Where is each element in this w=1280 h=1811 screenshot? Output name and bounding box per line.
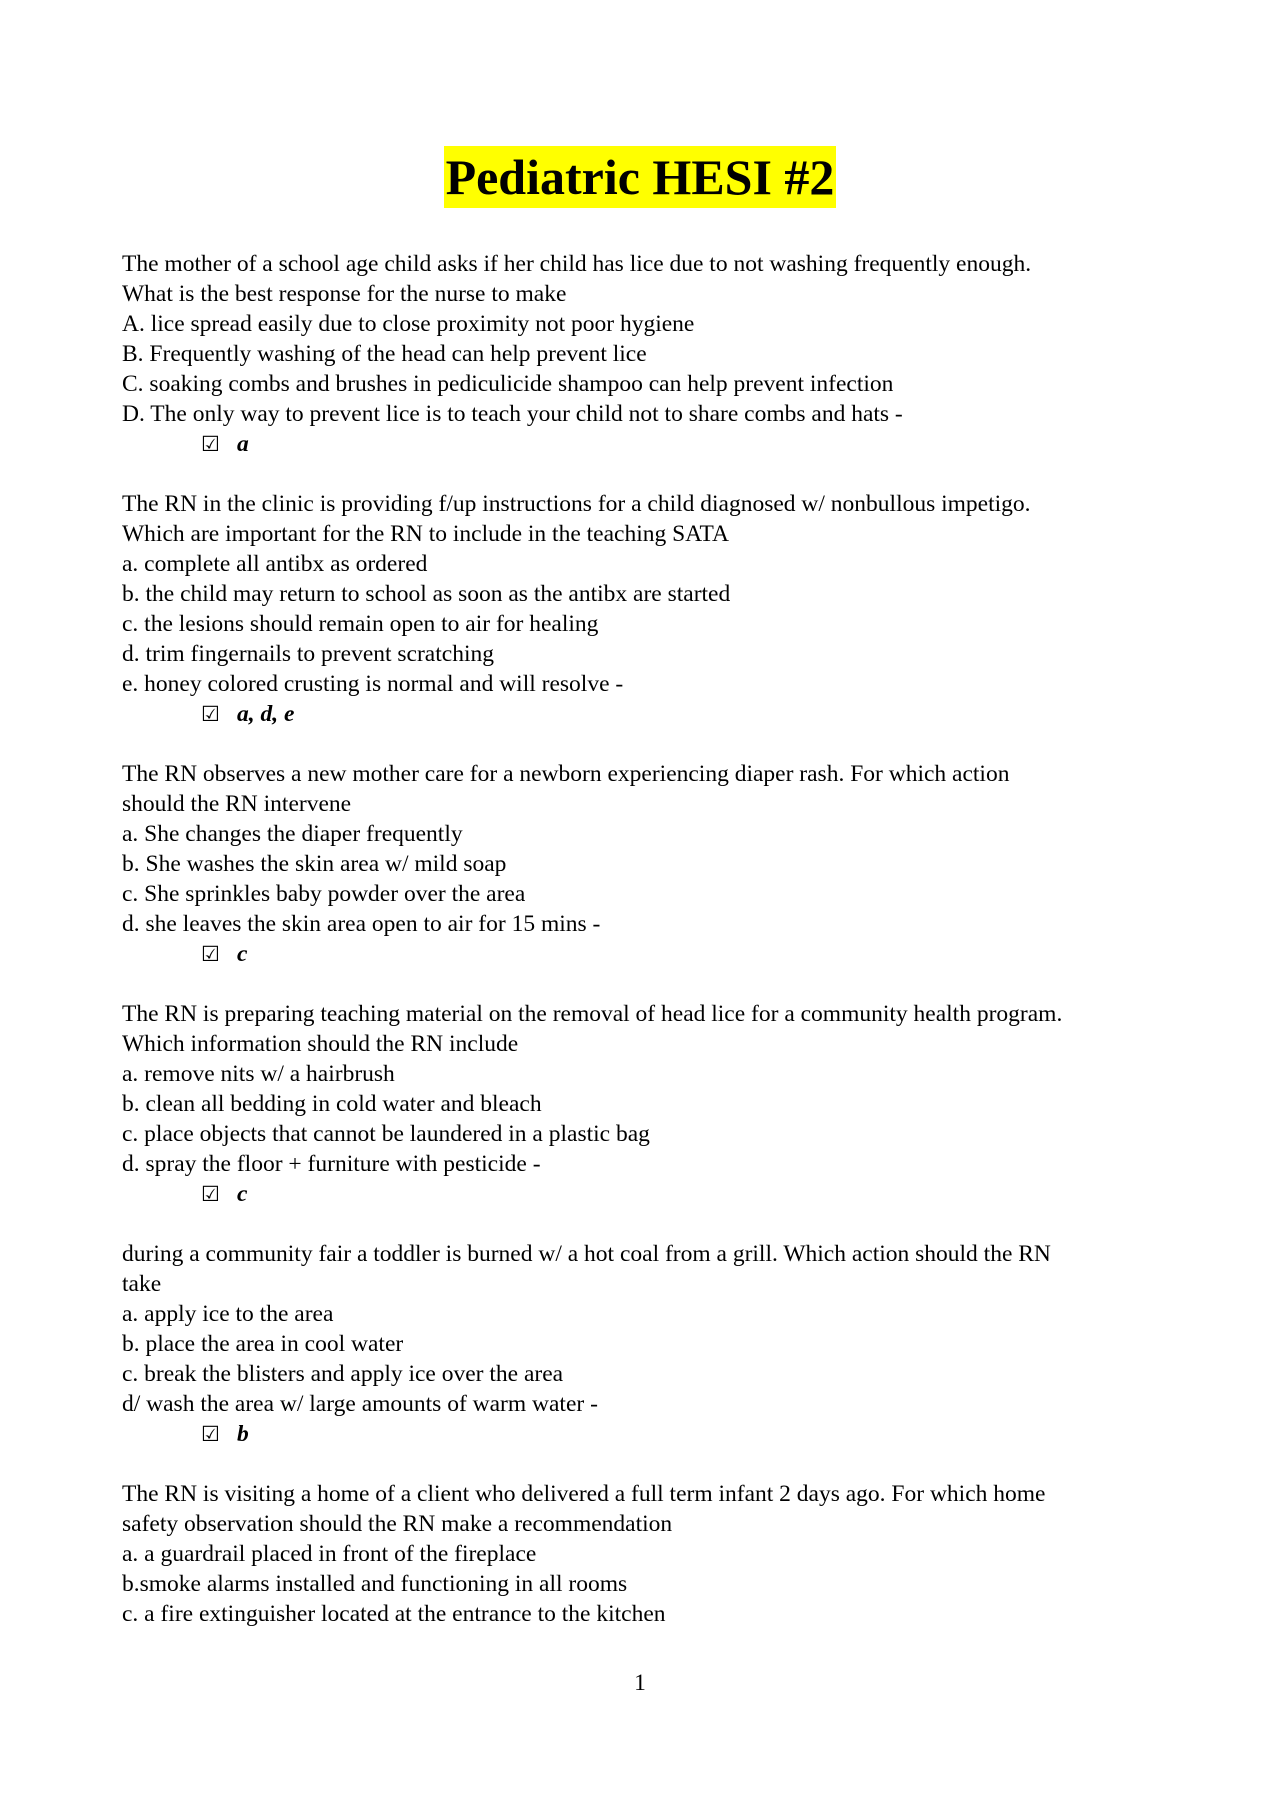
question-line: a. She changes the diaper frequently [122,821,463,847]
question-stem: The RN observes a new mother care for a newborn experiencing diaper rash. For which action [122,761,1010,787]
answer-row [122,699,1182,729]
checkbox-checked-icon: ☑ [201,432,220,456]
question-block [122,249,1182,459]
question-line: D. The only way to prevent lice is to teach your child not to share combs and hats - [122,401,903,427]
question-block [122,489,1182,729]
title-container [0,146,1280,208]
question-line: a. apply ice to the area [122,1301,334,1327]
question-line: c. place objects that cannot be laundered in a plastic bag [122,1121,650,1147]
question-stem: The RN is preparing teaching material on the removal of head lice for a community health program. [122,1001,1063,1027]
question-line: c. She sprinkles baby powder over the area [122,881,526,907]
question-line: safety observation should the RN make a recommendation [122,1511,673,1537]
question-line: What is the best response for the nurse to make [122,281,567,307]
answer-text: c [237,941,248,967]
answer-row [122,429,1182,459]
page-number: 1 [634,1670,646,1696]
question-line: A. lice spread easily due to close proximity not poor hygiene [122,311,695,337]
question-line: b. clean all bedding in cold water and bleach [122,1091,542,1117]
question-line: c. break the blisters and apply ice over the area [122,1361,564,1387]
answer-text: b [237,1421,249,1447]
question-block [122,1479,1182,1629]
checkbox-checked-icon: ☑ [201,1422,220,1446]
question-line: b. She washes the skin area w/ mild soap [122,851,507,877]
question-line: a. a guardrail placed in front of the fireplace [122,1541,537,1567]
answer-row [122,939,1182,969]
question-line: a. remove nits w/ a hairbrush [122,1061,395,1087]
question-block [122,999,1182,1209]
question-line: should the RN intervene [122,791,352,817]
question-line: b.smoke alarms installed and functioning in all rooms [122,1571,628,1597]
question-line: b. place the area in cool water [122,1331,404,1357]
question-line: take [122,1271,162,1297]
question-line: b. the child may return to school as soon as the antibx are started [122,581,731,607]
question-line: d. trim fingernails to prevent scratching [122,641,494,667]
answer-text: c [237,1181,248,1207]
question-line: a. complete all antibx as ordered [122,551,428,577]
page-title: Pediatric HESI #2 [444,146,837,208]
answer-row [122,1419,1182,1449]
question-stem: The mother of a school age child asks if her child has lice due to not washing frequently enough. [122,251,1032,277]
question-stem: The RN in the clinic is providing f/up instructions for a child diagnosed w/ nonbullous impetigo. [122,491,1031,517]
answer-text: a [237,431,249,457]
question-line: c. the lesions should remain open to air for healing [122,611,599,637]
answer-row [122,1179,1182,1209]
question-block [122,1239,1182,1449]
checkbox-checked-icon: ☑ [201,702,220,726]
question-line: Which information should the RN include [122,1031,519,1057]
question-line: C. soaking combs and brushes in pediculicide shampoo can help prevent infection [122,371,894,397]
question-block [122,759,1182,969]
answer-text: a, d, e [237,701,295,727]
question-line: Which are important for the RN to include in the teaching SATA [122,521,729,547]
question-line: d. spray the floor + furniture with pesticide - [122,1151,541,1177]
question-line: d/ wash the area w/ large amounts of warm water - [122,1391,598,1417]
question-stem: during a community fair a toddler is burned w/ a hot coal from a grill. Which action should the RN [122,1241,1051,1267]
question-line: c. a fire extinguisher located at the entrance to the kitchen [122,1601,666,1627]
checkbox-checked-icon: ☑ [201,942,220,966]
questions-container [122,249,1182,1659]
question-line: B. Frequently washing of the head can help prevent lice [122,341,647,367]
checkbox-checked-icon: ☑ [201,1182,220,1206]
question-line: d. she leaves the skin area open to air for 15 mins - [122,911,601,937]
question-line: e. honey colored crusting is normal and will resolve - [122,671,624,697]
question-stem: The RN is visiting a home of a client who delivered a full term infant 2 days ago. For which home [122,1481,1046,1507]
